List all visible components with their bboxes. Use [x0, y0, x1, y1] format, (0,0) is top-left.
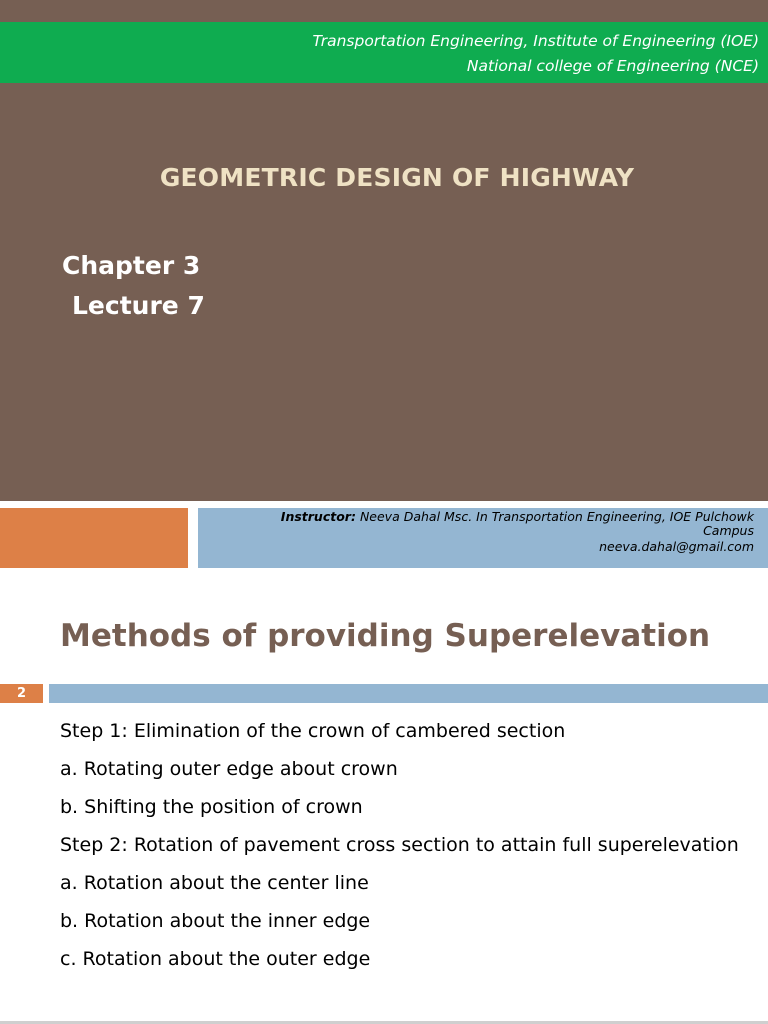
list-item: Step 2: Rotation of pavement cross section to attain full superelevation — [60, 834, 739, 856]
title-area — [0, 83, 768, 501]
content-slide-title: Methods of providing Superelevation — [60, 618, 711, 654]
instructor-footer — [198, 508, 768, 568]
list-item: Step 1: Elimination of the crown of cambered section — [60, 720, 566, 742]
list-item: a. Rotating outer edge about crown — [60, 758, 398, 780]
top-strip — [0, 0, 768, 22]
campus-line: Campus — [703, 523, 754, 538]
orange-accent-block — [0, 508, 188, 568]
list-item: a. Rotation about the center line — [60, 872, 369, 894]
list-item: b. Rotation about the inner edge — [60, 910, 371, 932]
institution-line-1: Transportation Engineering, Institute of Engineering (IOE) — [312, 32, 759, 50]
instructor-label: Instructor: — [280, 509, 356, 524]
instructor-email: neeva.dahal@gmail.com — [599, 539, 754, 554]
title-underline-bar — [49, 684, 768, 703]
institution-line-2: National college of Engineering (NCE) — [466, 57, 759, 75]
slide-number-badge: 2 — [0, 684, 43, 703]
institution-header — [0, 22, 768, 83]
chapter-label: Chapter 3 — [62, 251, 201, 280]
slide-title: GEOMETRIC DESIGN OF HIGHWAY — [159, 163, 635, 192]
list-item: b. Shifting the position of crown — [60, 796, 363, 818]
instructor-line — [198, 510, 754, 524]
instructor-text: Neeva Dahal Msc. In Transportation Engineering, IOE Pulchowk — [355, 509, 754, 524]
list-item: c. Rotation about the outer edge — [60, 948, 371, 970]
lecture-label: Lecture 7 — [72, 291, 205, 320]
content-list — [60, 716, 750, 982]
